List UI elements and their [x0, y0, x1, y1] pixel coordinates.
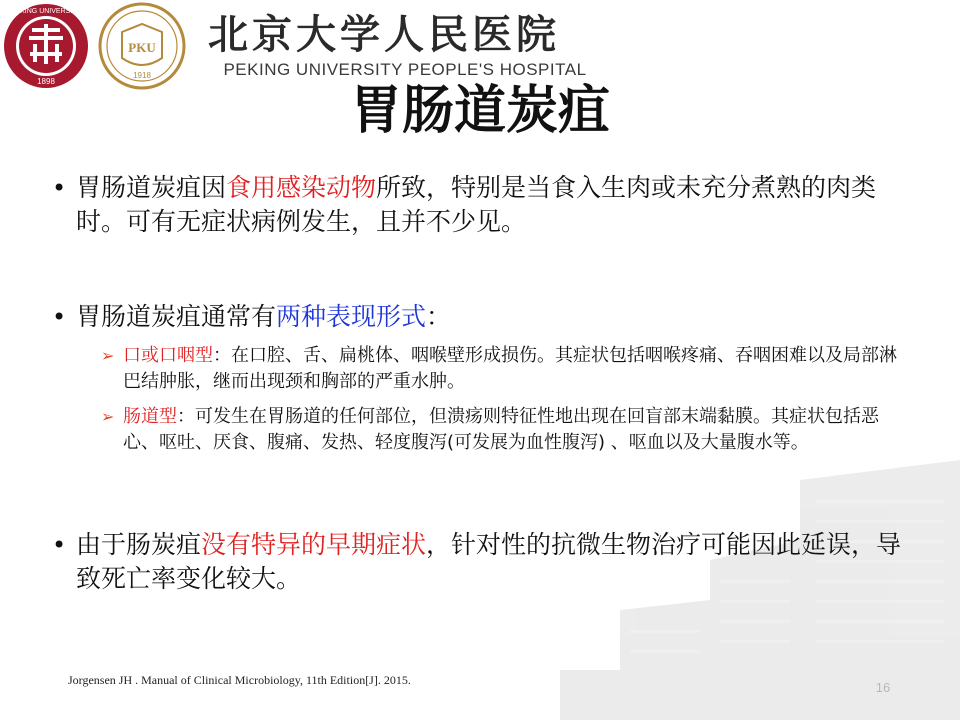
hospital-name-cn: 北京大学人民医院: [208, 11, 560, 58]
pku-logo-year: 1898: [37, 77, 55, 86]
sub-item-intestinal-body: ：可发生在胃肠道的任何部位，但溃疡则特征性地出现在回盲部末端黏膜。其症状包括恶心、呕吐、厌食、腹痛、发热、轻度腹泻(可发展为血性腹泻) 、呕血以及大量腹水等。: [123, 406, 879, 453]
hospital-logo-year: 1918: [133, 71, 151, 80]
bullet-dot: •: [52, 174, 67, 202]
bullet-1-text: [76, 171, 920, 239]
bullet-3-part2: ，针对性的抗微生物治疗可能因此延误，导致死亡率变化较大。: [76, 530, 902, 593]
bullet-dot: •: [52, 531, 67, 559]
bullet-dot: •: [52, 303, 67, 331]
reference-citation: Jorgensen JH . Manual of Clinical Microbiology, 11th Edition[J]. 2015.: [68, 673, 411, 687]
sub-item-oral: [101, 343, 901, 395]
bullet-3-part1: 由于肠炭疽: [76, 530, 202, 559]
pku-logo-ring-text: PEKING UNIVERSITY: [10, 8, 82, 15]
arrow-bullet-icon: ➢: [101, 346, 115, 365]
slide-title: 胃肠道炭疽: [349, 81, 610, 141]
bullet-2: [50, 300, 920, 334]
sub-item-oral-body: ：在口腔、舌、扁桃体、咽喉壁形成损伤。其症状包括咽喉疼痛、吞咽困难以及局部淋巴结肿胀，继而出现颈和胸部的严重水肿。: [123, 345, 897, 392]
arrow-bullet-icon: ➢: [101, 407, 115, 426]
bullet-1-part2: 所致，特别是当食入生肉或未充分煮熟的肉类时。可有无症状病例发生，且并不少见。: [76, 173, 877, 236]
page-number: 16: [875, 680, 891, 695]
bullet-3-text: [76, 528, 920, 596]
bullet-2-part2: ：: [426, 302, 452, 331]
bullet-2-text: [76, 300, 920, 334]
bullet-1: [50, 171, 920, 239]
bullet-2-part1: 胃肠道炭疽通常有: [76, 302, 277, 331]
bullet-2-highlight: 两种表现形式: [276, 302, 427, 331]
hospital-name-en: PEKING UNIVERSITY PEOPLE'S HOSPITAL: [223, 60, 587, 79]
bullet-3: [50, 528, 920, 596]
bullet-3-highlight: 没有特异的早期症状: [201, 530, 427, 559]
hospital-logo-center: PKU: [128, 40, 156, 55]
sub-item-intestinal: [101, 404, 901, 456]
sub-item-intestinal-text: [123, 404, 901, 456]
bullet-1-part1: 胃肠道炭疽因: [76, 173, 227, 202]
sub-item-oral-text: [123, 343, 901, 395]
sub-item-intestinal-highlight: 肠道型: [123, 406, 177, 427]
sub-item-oral-highlight: 口或口咽型: [123, 345, 213, 366]
bullet-1-highlight: 食用感染动物: [226, 173, 377, 202]
